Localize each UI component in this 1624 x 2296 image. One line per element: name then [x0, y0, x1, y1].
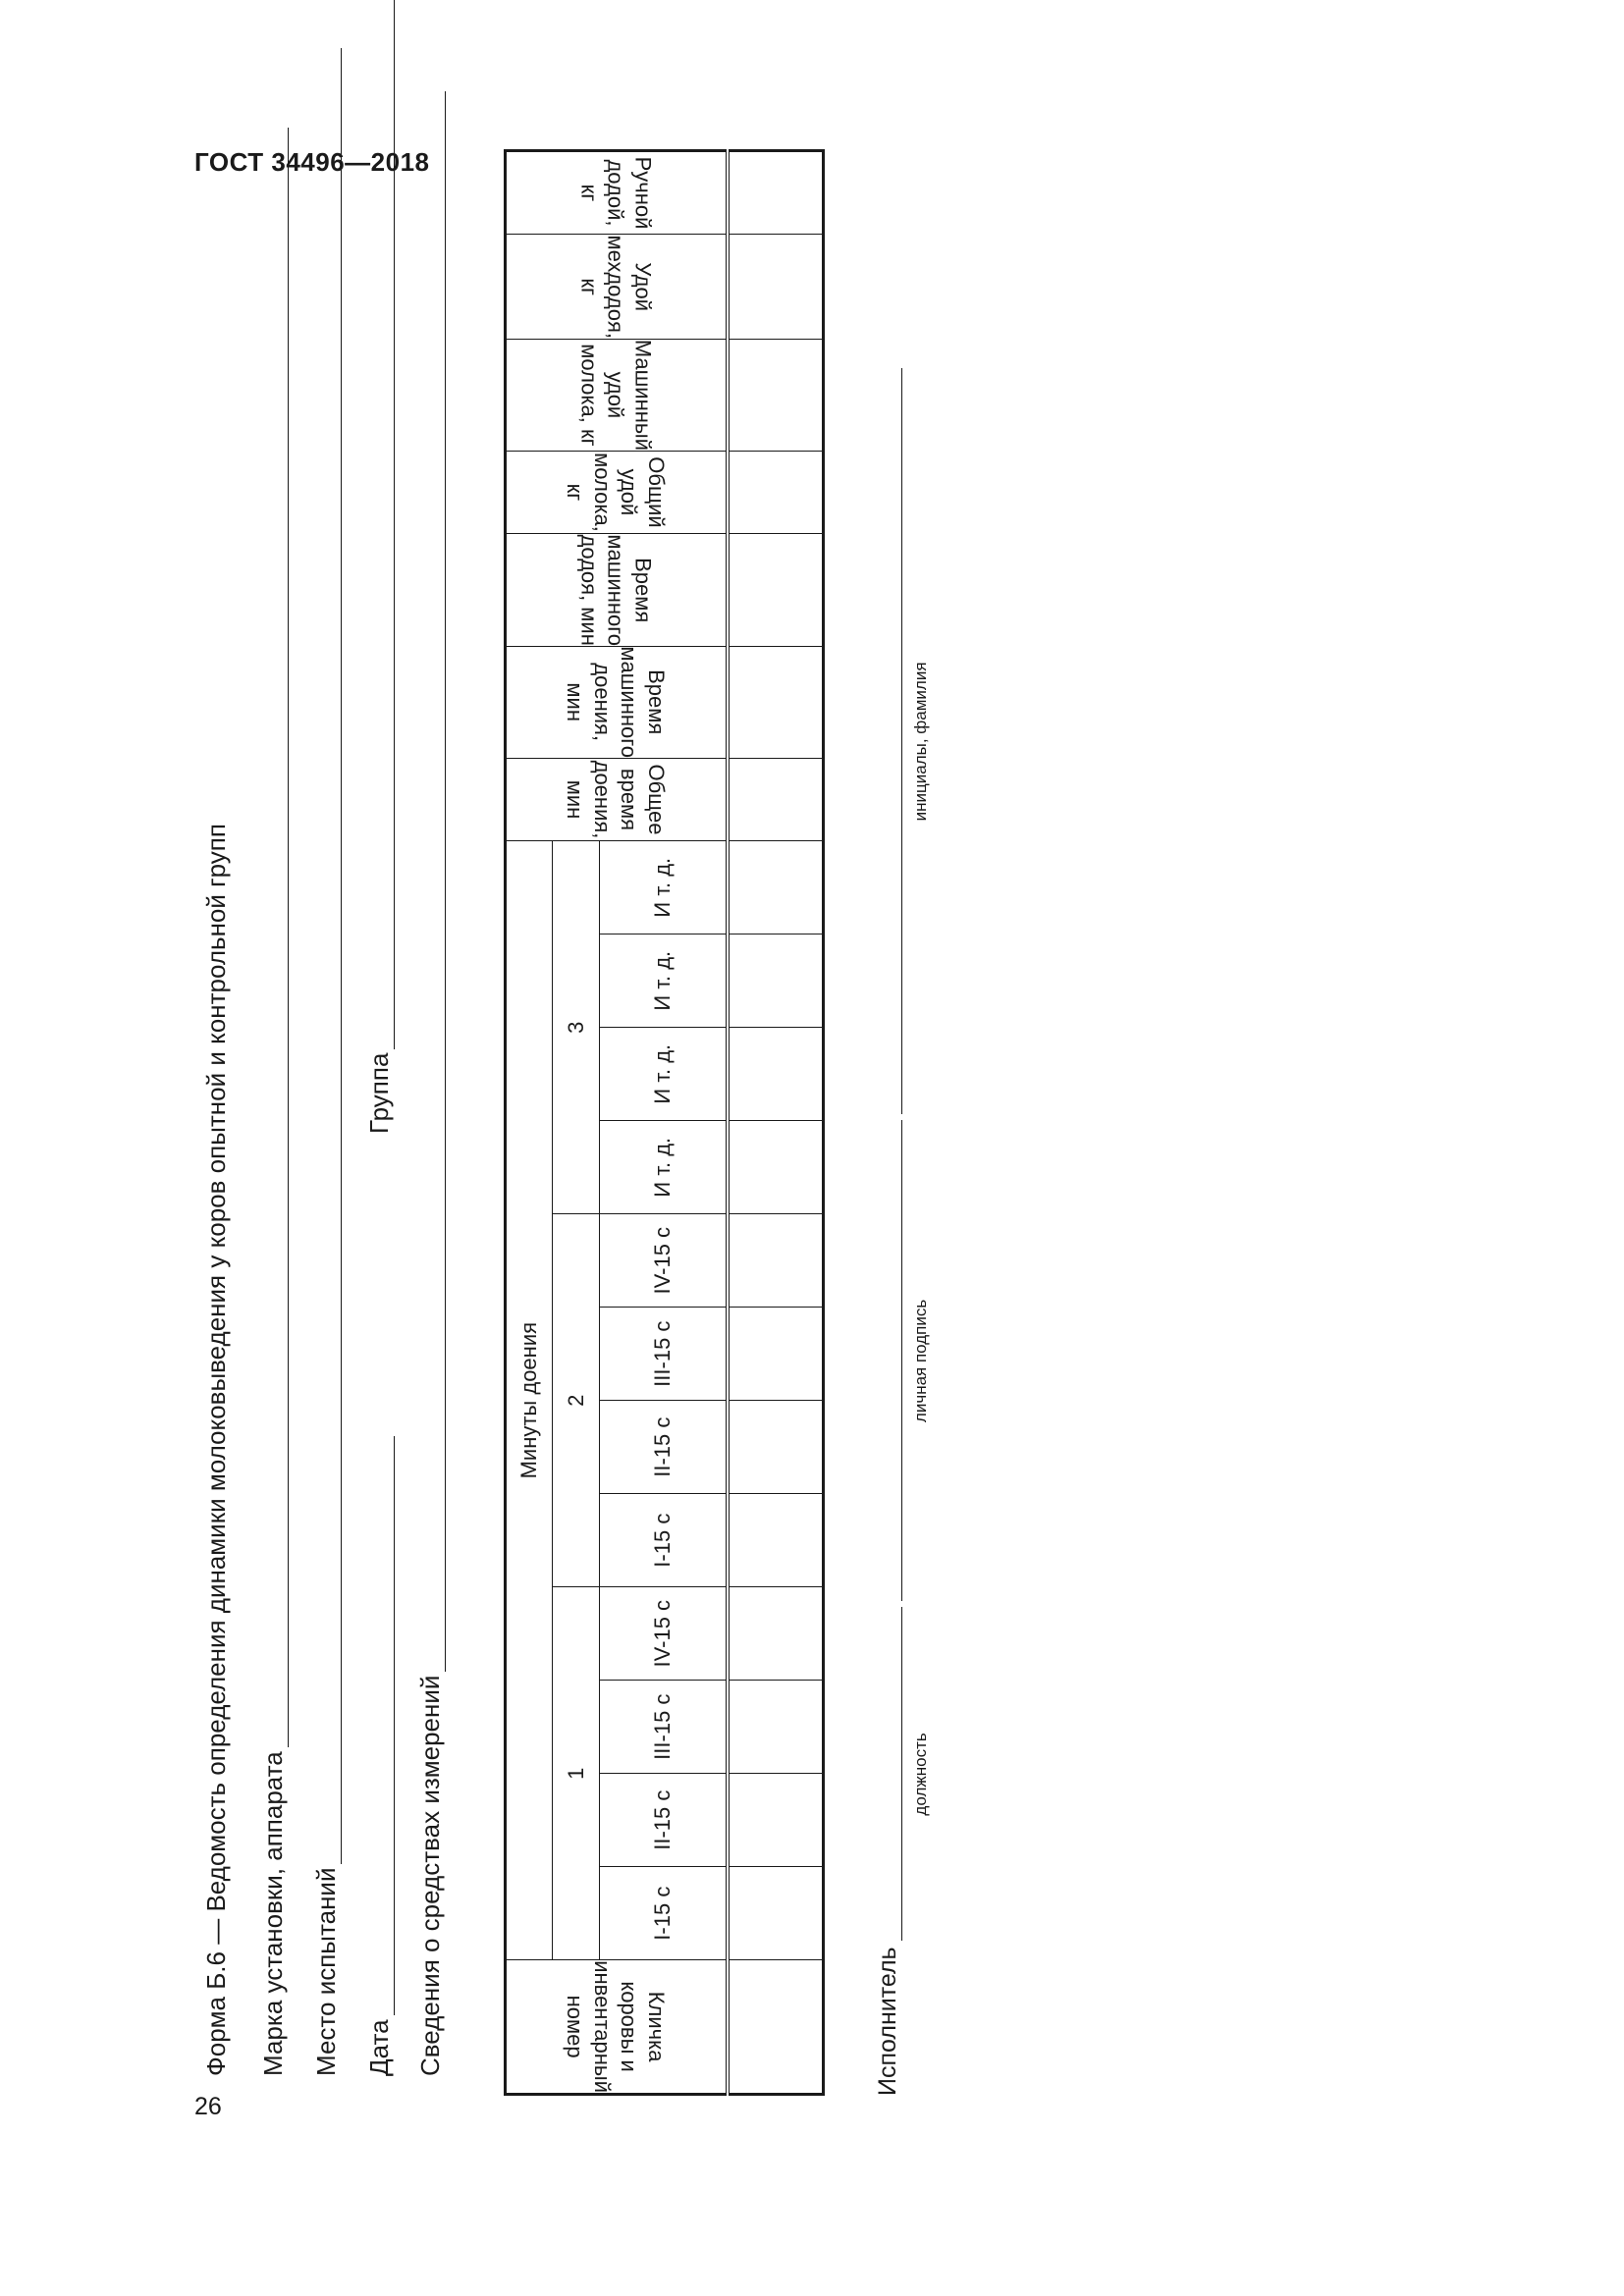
header-machine-stripping-text: Время машинного додоя, мин — [576, 533, 656, 646]
cell-cow[interactable] — [728, 1960, 824, 2095]
header-minute-1: 1 — [553, 1587, 600, 1960]
field-date-label: Дата — [364, 2019, 394, 2076]
field-place-line[interactable] — [319, 48, 342, 1864]
interval-m1-4: IV-15 с — [600, 1587, 728, 1681]
cell-machine-time[interactable] — [728, 646, 824, 759]
interval-m1-3: III-15 с — [600, 1681, 728, 1774]
field-instruments-line[interactable] — [423, 91, 446, 1672]
header-machine-stripping — [506, 533, 728, 646]
interval-m1-1: I-15 с — [600, 1867, 728, 1960]
cell-machine-stripping[interactable] — [728, 533, 824, 646]
cell-stripping-yield[interactable] — [728, 235, 824, 340]
field-instruments — [415, 91, 446, 2076]
signature-label: Исполнитель — [874, 1947, 901, 2096]
signature-sign-line[interactable] — [882, 1120, 930, 1601]
header-cow-text: Кличка коровы и инвентарный номер — [563, 1960, 670, 2094]
field-instruments-label: Сведения о средствах измерений — [415, 1675, 445, 2076]
header-stripping-yield — [506, 235, 728, 340]
interval-m2-4: IV-15 с — [600, 1214, 728, 1308]
field-group-label: Группа — [364, 1052, 394, 1134]
page-number: 26 — [194, 2093, 222, 2120]
field-group — [364, 0, 395, 1134]
header-machine-yield-text: Машинный удой молока, кг — [576, 339, 656, 451]
field-group-line[interactable] — [372, 0, 395, 1049]
header-minute-2: 2 — [553, 1214, 600, 1587]
header-hand-yield-text: Ручной додой, кг — [576, 156, 656, 230]
table-row — [728, 151, 824, 2095]
cell-m1-3[interactable] — [728, 1681, 824, 1774]
rotated-form — [201, 44, 1134, 2096]
interval-m2-3: III-15 с — [600, 1308, 728, 1401]
field-place-label: Место испытаний — [311, 1867, 341, 2076]
interval-m3-1: И т. д. — [600, 1121, 728, 1214]
cell-m1-2[interactable] — [728, 1774, 824, 1867]
header-machine-time-text: Время машинного доения, мин — [563, 646, 670, 759]
signature-name-line[interactable] — [882, 368, 930, 1114]
field-date — [364, 1436, 395, 2076]
signature-position-line[interactable] — [882, 1607, 930, 1941]
signature-caption-position: должность — [911, 1733, 930, 1816]
header-stripping-yield-text: Удой мехдодоя, кг — [576, 235, 656, 339]
cell-m3-4[interactable] — [728, 841, 824, 934]
signature-block — [874, 368, 930, 2096]
header-hand-yield — [506, 151, 728, 235]
header-total-time-text: Общее время доения, мин — [563, 760, 670, 839]
interval-m1-2: II-15 с — [600, 1774, 728, 1867]
header-minutes — [506, 841, 553, 1960]
document-header: ГОСТ 34496—2018 — [194, 147, 430, 177]
header-machine-time — [506, 646, 728, 759]
header-cow — [506, 1960, 728, 2095]
interval-m3-4: И т. д. — [600, 841, 728, 934]
cell-hand-yield[interactable] — [728, 151, 824, 235]
header-minutes-text: Минуты доения — [516, 1321, 541, 1479]
interval-m3-3: И т. д. — [600, 934, 728, 1028]
header-machine-yield — [506, 339, 728, 451]
interval-m3-2: И т. д. — [600, 1028, 728, 1121]
header-total-time — [506, 759, 728, 841]
cell-total-time[interactable] — [728, 759, 824, 841]
milk-flow-table — [504, 149, 825, 2096]
header-minute-3: 3 — [553, 841, 600, 1214]
cell-m2-3[interactable] — [728, 1308, 824, 1401]
cell-machine-yield[interactable] — [728, 339, 824, 451]
field-brand-label: Марка установки, аппарата — [258, 1751, 288, 2076]
field-brand — [258, 128, 289, 2076]
interval-m2-1: I-15 с — [600, 1494, 728, 1587]
field-place — [311, 48, 342, 2076]
cell-m1-1[interactable] — [728, 1867, 824, 1960]
field-date-line[interactable] — [372, 1436, 395, 2015]
cell-m3-3[interactable] — [728, 934, 824, 1028]
cell-m1-4[interactable] — [728, 1587, 824, 1681]
cell-m2-4[interactable] — [728, 1214, 824, 1308]
cell-m3-2[interactable] — [728, 1028, 824, 1121]
cell-m2-2[interactable] — [728, 1401, 824, 1494]
field-brand-line[interactable] — [266, 128, 289, 1747]
cell-m2-1[interactable] — [728, 1494, 824, 1587]
signature-caption-name: инициалы, фамилия — [911, 662, 930, 822]
interval-m2-2: II-15 с — [600, 1401, 728, 1494]
cell-total-yield[interactable] — [728, 451, 824, 533]
cell-m3-1[interactable] — [728, 1121, 824, 1214]
header-total-yield-text: Общий удой молока, кг — [563, 453, 670, 532]
form-title: Форма Б.6 — Ведомость определения динамики молоковыведения у коров опытной и контрольной групп — [201, 824, 231, 2076]
header-total-yield — [506, 451, 728, 533]
signature-caption-sign: личная подпись — [911, 1299, 930, 1423]
